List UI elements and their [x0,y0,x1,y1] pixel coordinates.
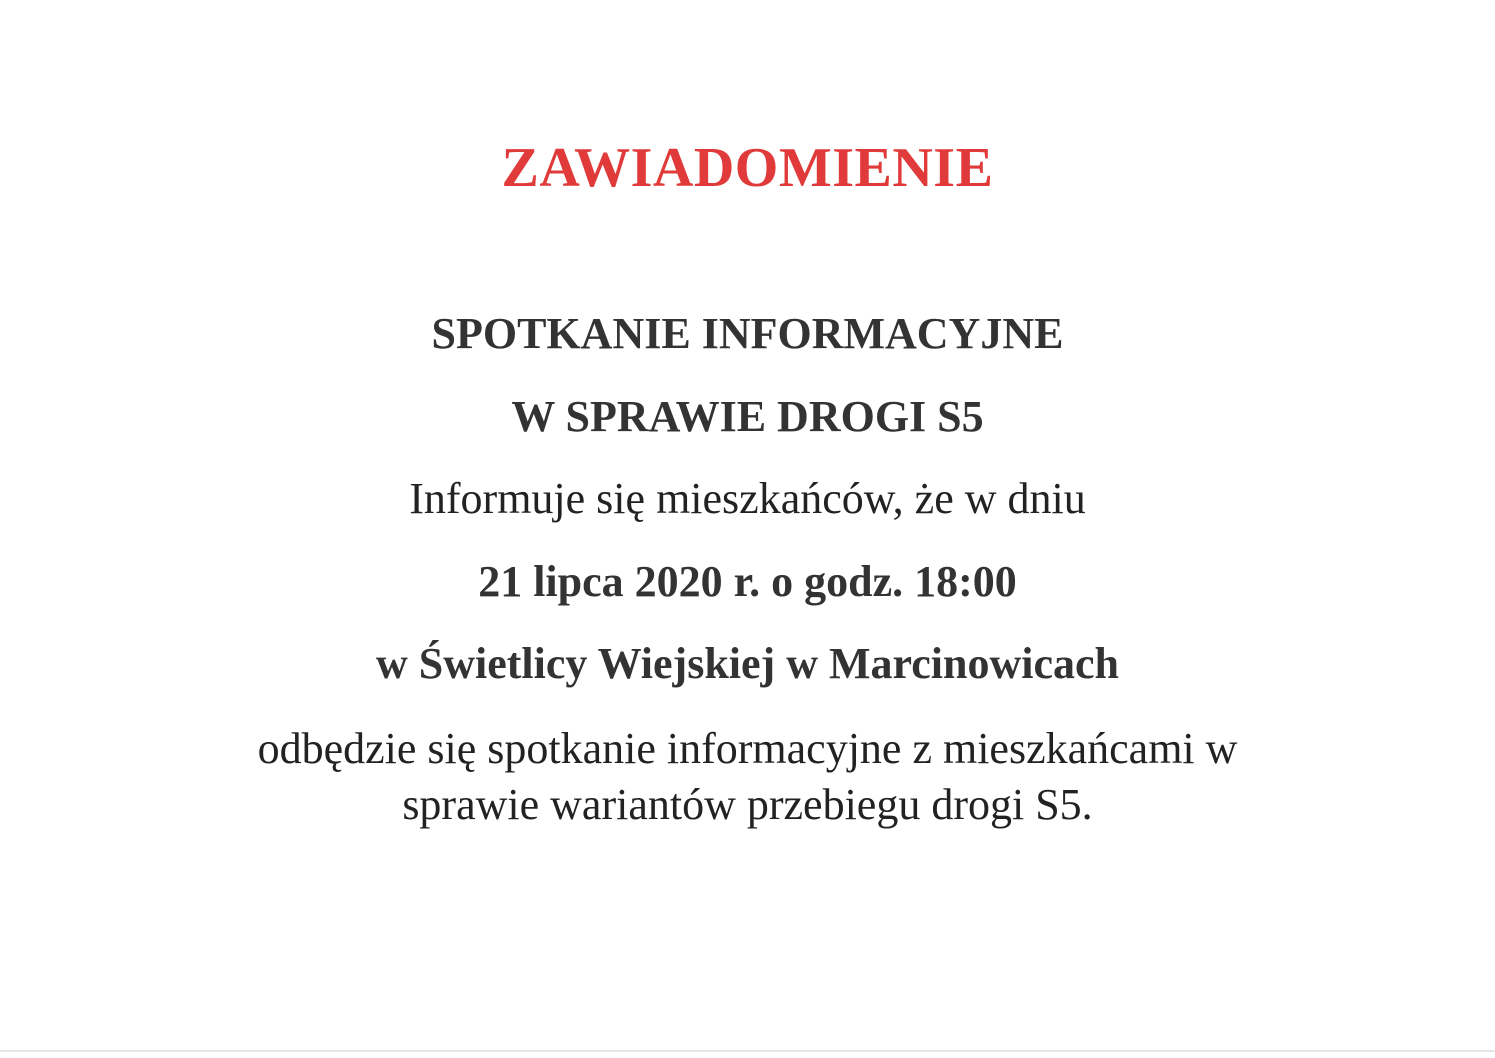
body-text-line-1: odbędzie się spotkanie informacyjne z mieszkańcami w [257,724,1238,773]
notice-title: ZAWIADOMIENIE [501,137,994,199]
intro-text: Informuje się mieszkańców, że w dniu [409,474,1086,523]
scan-bottom-edge [0,1050,1495,1052]
meeting-datetime: 21 lipca 2020 r. o godz. 18:00 [478,557,1017,606]
subtitle-line-2: W SPRAWIE DROGI S5 [511,392,984,441]
body-text-line-2: sprawie wariantów przebiegu drogi S5. [402,780,1093,829]
subtitle-line-1: SPOTKANIE INFORMACYJNE [431,309,1064,358]
meeting-place: w Świetlicy Wiejskiej w Marcinowicach [375,639,1119,688]
